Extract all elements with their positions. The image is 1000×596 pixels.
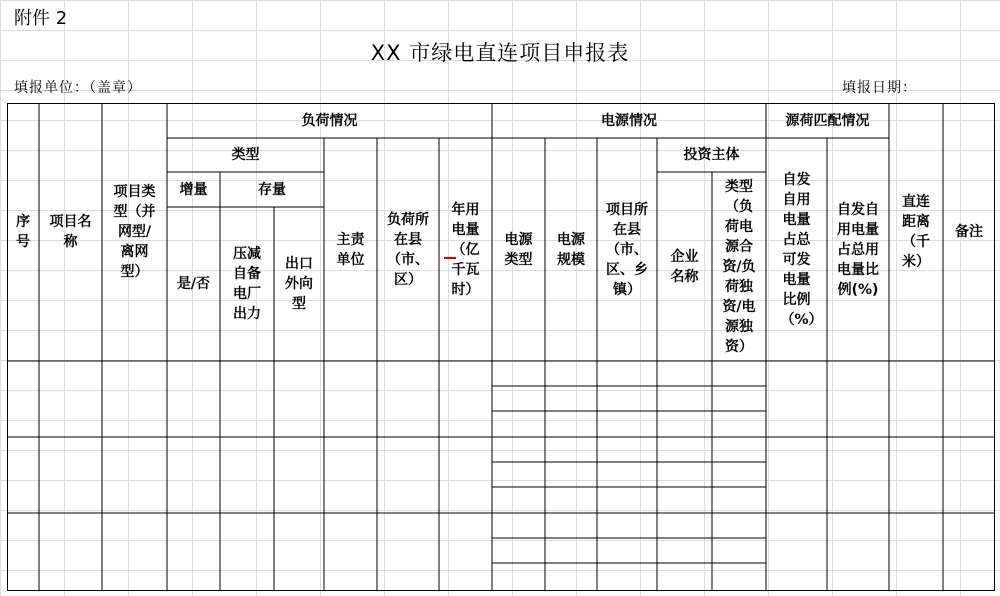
data-row-3[interactable] <box>7 513 492 591</box>
header-yes-no: 是/否 <box>176 276 211 292</box>
header-annual-power: 年用电量（亿千瓦时） <box>451 201 480 298</box>
header-investor: 投资主体 <box>683 147 740 163</box>
header-power-type: 电源类型 <box>504 231 533 268</box>
header-project-type: 项目类型（并网型/离网型） <box>113 184 156 280</box>
header-company-name: 企业名称 <box>670 248 699 285</box>
header-investor-type: 类型（负荷电源合资/负荷独资/电源独资） <box>722 178 756 355</box>
header-power-info: 电源情况 <box>601 112 657 129</box>
attachment-label: 附件 2 <box>14 8 68 29</box>
header-stock: 存量 <box>258 181 286 198</box>
header-distance: 直连距离（千米） <box>902 194 930 270</box>
header-load-info: 负荷情况 <box>301 112 358 129</box>
data-row-1[interactable] <box>7 361 492 437</box>
red-underline-mark <box>444 257 456 259</box>
header-reduce-self-plant: 压减自备电厂出力 <box>233 246 261 322</box>
header-export-oriented: 出口外向型 <box>285 256 313 312</box>
header-project-county: 项目所在县（市、区、乡镇） <box>606 201 648 298</box>
header-remarks: 备注 <box>955 224 983 240</box>
header-power-scale: 电源规模 <box>557 231 585 268</box>
header-increment: 增量 <box>179 181 208 198</box>
form-title: XX 市绿电直连项目申报表 <box>370 41 630 65</box>
application-table <box>7 103 995 591</box>
header-project-name: 项目名称 <box>49 214 92 250</box>
header-match-info: 源荷匹配情况 <box>785 112 870 129</box>
filling-date-label: 填报日期： <box>842 80 917 96</box>
data-row-2[interactable] <box>7 437 492 513</box>
filling-unit-label: 填报单位：（盖章） <box>14 80 142 96</box>
header-main-unit: 主责单位 <box>336 231 365 268</box>
header-load-type: 类型 <box>231 147 260 163</box>
header-self-ratio-generation: 自发自用电量占总可发电量比例（%） <box>780 171 823 328</box>
header-load-county: 负荷所在县（市、区） <box>387 211 429 288</box>
header-seq: 序号 <box>16 214 30 250</box>
header-self-ratio-usage: 自发自用电量占总用电量比例(%) <box>837 201 879 298</box>
